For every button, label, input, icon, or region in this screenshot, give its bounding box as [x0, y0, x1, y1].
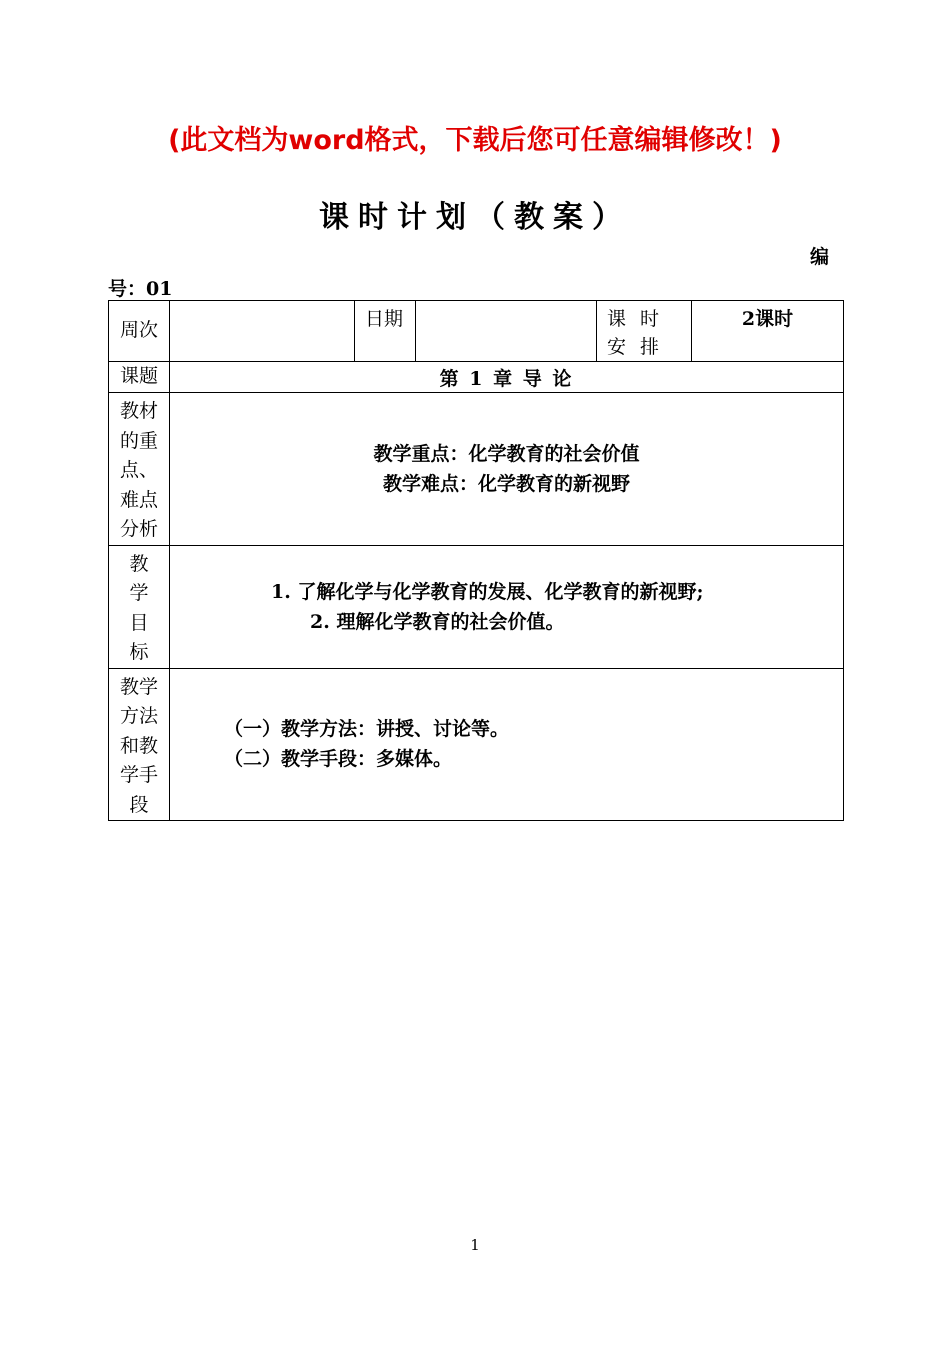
methods-label [109, 668, 170, 821]
row-goals [109, 545, 844, 668]
methods-content [170, 668, 844, 821]
page-number: 1 [470, 1236, 480, 1254]
goal-item-2: 2. 理解化学教育的社会价值。 [310, 610, 565, 633]
date-value [416, 301, 597, 362]
row-analysis [109, 393, 844, 546]
goals-content [170, 545, 844, 668]
date-label: 日期 [355, 301, 416, 362]
word-format-notice: (此文档为word格式，下载后您可任意编辑修改！) [168, 125, 782, 156]
row-week [109, 301, 844, 362]
analysis-content [170, 393, 844, 546]
hours-value: 2课时 [692, 301, 844, 362]
number-label-part2: 号：01 [108, 278, 173, 300]
method-item-2: （二）教学手段：多媒体。 [224, 748, 453, 771]
analysis-label: 教材的重点、难点分析 [109, 393, 170, 546]
row-topic [109, 362, 844, 393]
number-label-part1: 编 [810, 246, 830, 268]
page-title: 课时计划（教案） [319, 200, 631, 235]
hours-label: 课 时 安 排 [597, 301, 692, 362]
lesson-plan-table [108, 300, 844, 821]
goals-label-text: 教学目标 [129, 552, 149, 663]
analysis-difficulty: 教学难点：化学教育的新视野 [382, 472, 630, 495]
week-value [170, 301, 355, 362]
goals-label [109, 545, 170, 668]
analysis-key-point: 教学重点：化学教育的社会价值 [373, 442, 640, 465]
topic-label: 课题 [109, 362, 170, 393]
week-label: 周次 [109, 301, 170, 362]
row-methods [109, 668, 844, 821]
method-item-1: （一）教学方法：讲授、讨论等。 [224, 718, 510, 741]
topic-value: 第 1 章 导 论 [170, 362, 844, 393]
methods-label-text: 教学方法和教学手段 [119, 675, 158, 816]
goal-item-1: 1. 了解化学与化学教育的发展、化学教育的新视野; [271, 580, 704, 603]
